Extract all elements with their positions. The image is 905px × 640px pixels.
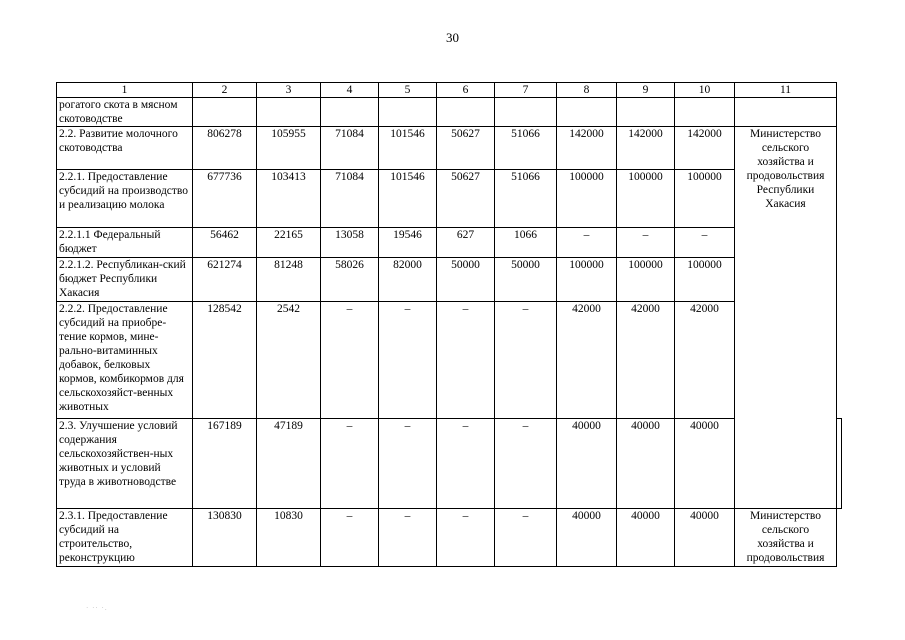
cell-value: –	[321, 509, 379, 567]
cell-value: 81248	[257, 258, 321, 302]
cell-value: –	[617, 228, 675, 258]
table-row	[57, 419, 842, 509]
cell-value: 806278	[193, 127, 257, 170]
cell-value: 142000	[675, 127, 735, 170]
budget-table	[56, 82, 842, 567]
row-name: 2.2.1.1 Федеральный бюджет	[57, 228, 193, 258]
column-header: 3	[257, 83, 321, 98]
cell-value: 142000	[617, 127, 675, 170]
cell-value: 105955	[257, 127, 321, 170]
scan-artifact: · ·· ·.	[86, 604, 108, 612]
cell-value	[675, 98, 735, 127]
cell-value: 58026	[321, 258, 379, 302]
cell-value: 167189	[193, 419, 257, 509]
cell-value: 40000	[557, 419, 617, 509]
column-header: 5	[379, 83, 437, 98]
table-row	[57, 228, 842, 258]
cell-value: 142000	[557, 127, 617, 170]
table-row	[57, 170, 842, 228]
cell-value: 40000	[675, 509, 735, 567]
table-row	[57, 509, 842, 567]
cell-value: –	[495, 302, 557, 419]
cell-value: –	[379, 419, 437, 509]
table-row	[57, 258, 842, 302]
header-row	[57, 83, 842, 98]
cell-value: 42000	[675, 302, 735, 419]
cell-value: 677736	[193, 170, 257, 228]
column-header: 11	[735, 83, 837, 98]
page-number: 30	[446, 30, 459, 45]
cell-value: 50000	[495, 258, 557, 302]
cell-value: 130830	[193, 509, 257, 567]
cell-value: –	[437, 509, 495, 567]
cell-value: 82000	[379, 258, 437, 302]
row-name: 2.2.1.2. Республикан-ский бюджет Республики Хакасия	[57, 258, 193, 302]
column-header: 1	[57, 83, 193, 98]
cell-value: 22165	[257, 228, 321, 258]
row-name: 2.2.2. Предоставление субсидий на приобре-тение кормов, мине-рально-витаминных добавок, белковых кормов, комбикормов для сельскохозяйст-венных животных	[57, 302, 193, 419]
responsible-agency: Министерство сельского хозяйства и продовольствия	[735, 509, 837, 567]
cell-value: 50627	[437, 170, 495, 228]
column-header: 6	[437, 83, 495, 98]
row-name: 2.3.1. Предоставление субсидий на строительство, реконструкцию	[57, 509, 193, 567]
column-header: 2	[193, 83, 257, 98]
cell-value: 100000	[557, 258, 617, 302]
table-row	[57, 302, 842, 419]
cell-value: 40000	[675, 419, 735, 509]
cell-value: 100000	[557, 170, 617, 228]
cell-value	[379, 98, 437, 127]
row-name: 2.2. Развитие молочного скотоводства	[57, 127, 193, 170]
cell-value	[495, 98, 557, 127]
cell-value: 56462	[193, 228, 257, 258]
cell-value: 50000	[437, 258, 495, 302]
cell-value: 100000	[675, 170, 735, 228]
cell-value: –	[557, 228, 617, 258]
cell-value: 51066	[495, 127, 557, 170]
cell-value: 19546	[379, 228, 437, 258]
cell-value: 40000	[617, 509, 675, 567]
column-header: 4	[321, 83, 379, 98]
table-row	[57, 127, 842, 170]
table-row	[57, 98, 842, 127]
cell-value: 101546	[379, 127, 437, 170]
cell-value: 13058	[321, 228, 379, 258]
row-name: 2.3. Улучшение условий содержания сельскохозяйствен-ных животных и условий труда в животноводстве	[57, 419, 193, 509]
cell-value: 51066	[495, 170, 557, 228]
cell-value	[617, 98, 675, 127]
column-header: 8	[557, 83, 617, 98]
responsible-agency: Министерство сельского хозяйства и продовольствия Республики Хакасия	[735, 127, 837, 509]
cell-value: 42000	[557, 302, 617, 419]
cell-value: 621274	[193, 258, 257, 302]
cell-value: 128542	[193, 302, 257, 419]
cell-value	[257, 98, 321, 127]
cell-value: –	[321, 419, 379, 509]
cell-value: 47189	[257, 419, 321, 509]
cell-value: 100000	[617, 170, 675, 228]
cell-value: –	[379, 509, 437, 567]
cell-value	[321, 98, 379, 127]
cell-value: 100000	[675, 258, 735, 302]
agency-cell-empty	[735, 98, 837, 127]
column-header: 10	[675, 83, 735, 98]
cell-value: 71084	[321, 170, 379, 228]
cell-value: –	[437, 302, 495, 419]
cell-value: 50627	[437, 127, 495, 170]
cell-value	[557, 98, 617, 127]
row-name: рогатого скота в мясном скотоводстве	[57, 98, 193, 127]
cell-value: 40000	[557, 509, 617, 567]
cell-value: –	[437, 419, 495, 509]
cell-value: 42000	[617, 302, 675, 419]
cell-value: 10830	[257, 509, 321, 567]
cell-value	[193, 98, 257, 127]
column-header: 9	[617, 83, 675, 98]
cell-value: 103413	[257, 170, 321, 228]
cell-value: 101546	[379, 170, 437, 228]
cell-value: 40000	[617, 419, 675, 509]
cell-value: 1066	[495, 228, 557, 258]
cell-value	[437, 98, 495, 127]
cell-value: –	[495, 509, 557, 567]
cell-value: 627	[437, 228, 495, 258]
agency-cell-empty	[837, 419, 842, 509]
cell-value: 100000	[617, 258, 675, 302]
cell-value: –	[379, 302, 437, 419]
cell-value: 2542	[257, 302, 321, 419]
cell-value: –	[321, 302, 379, 419]
cell-value: –	[495, 419, 557, 509]
cell-value: –	[675, 228, 735, 258]
cell-value: 71084	[321, 127, 379, 170]
row-name: 2.2.1. Предоставление субсидий на производство и реализацию молока	[57, 170, 193, 228]
column-header: 7	[495, 83, 557, 98]
